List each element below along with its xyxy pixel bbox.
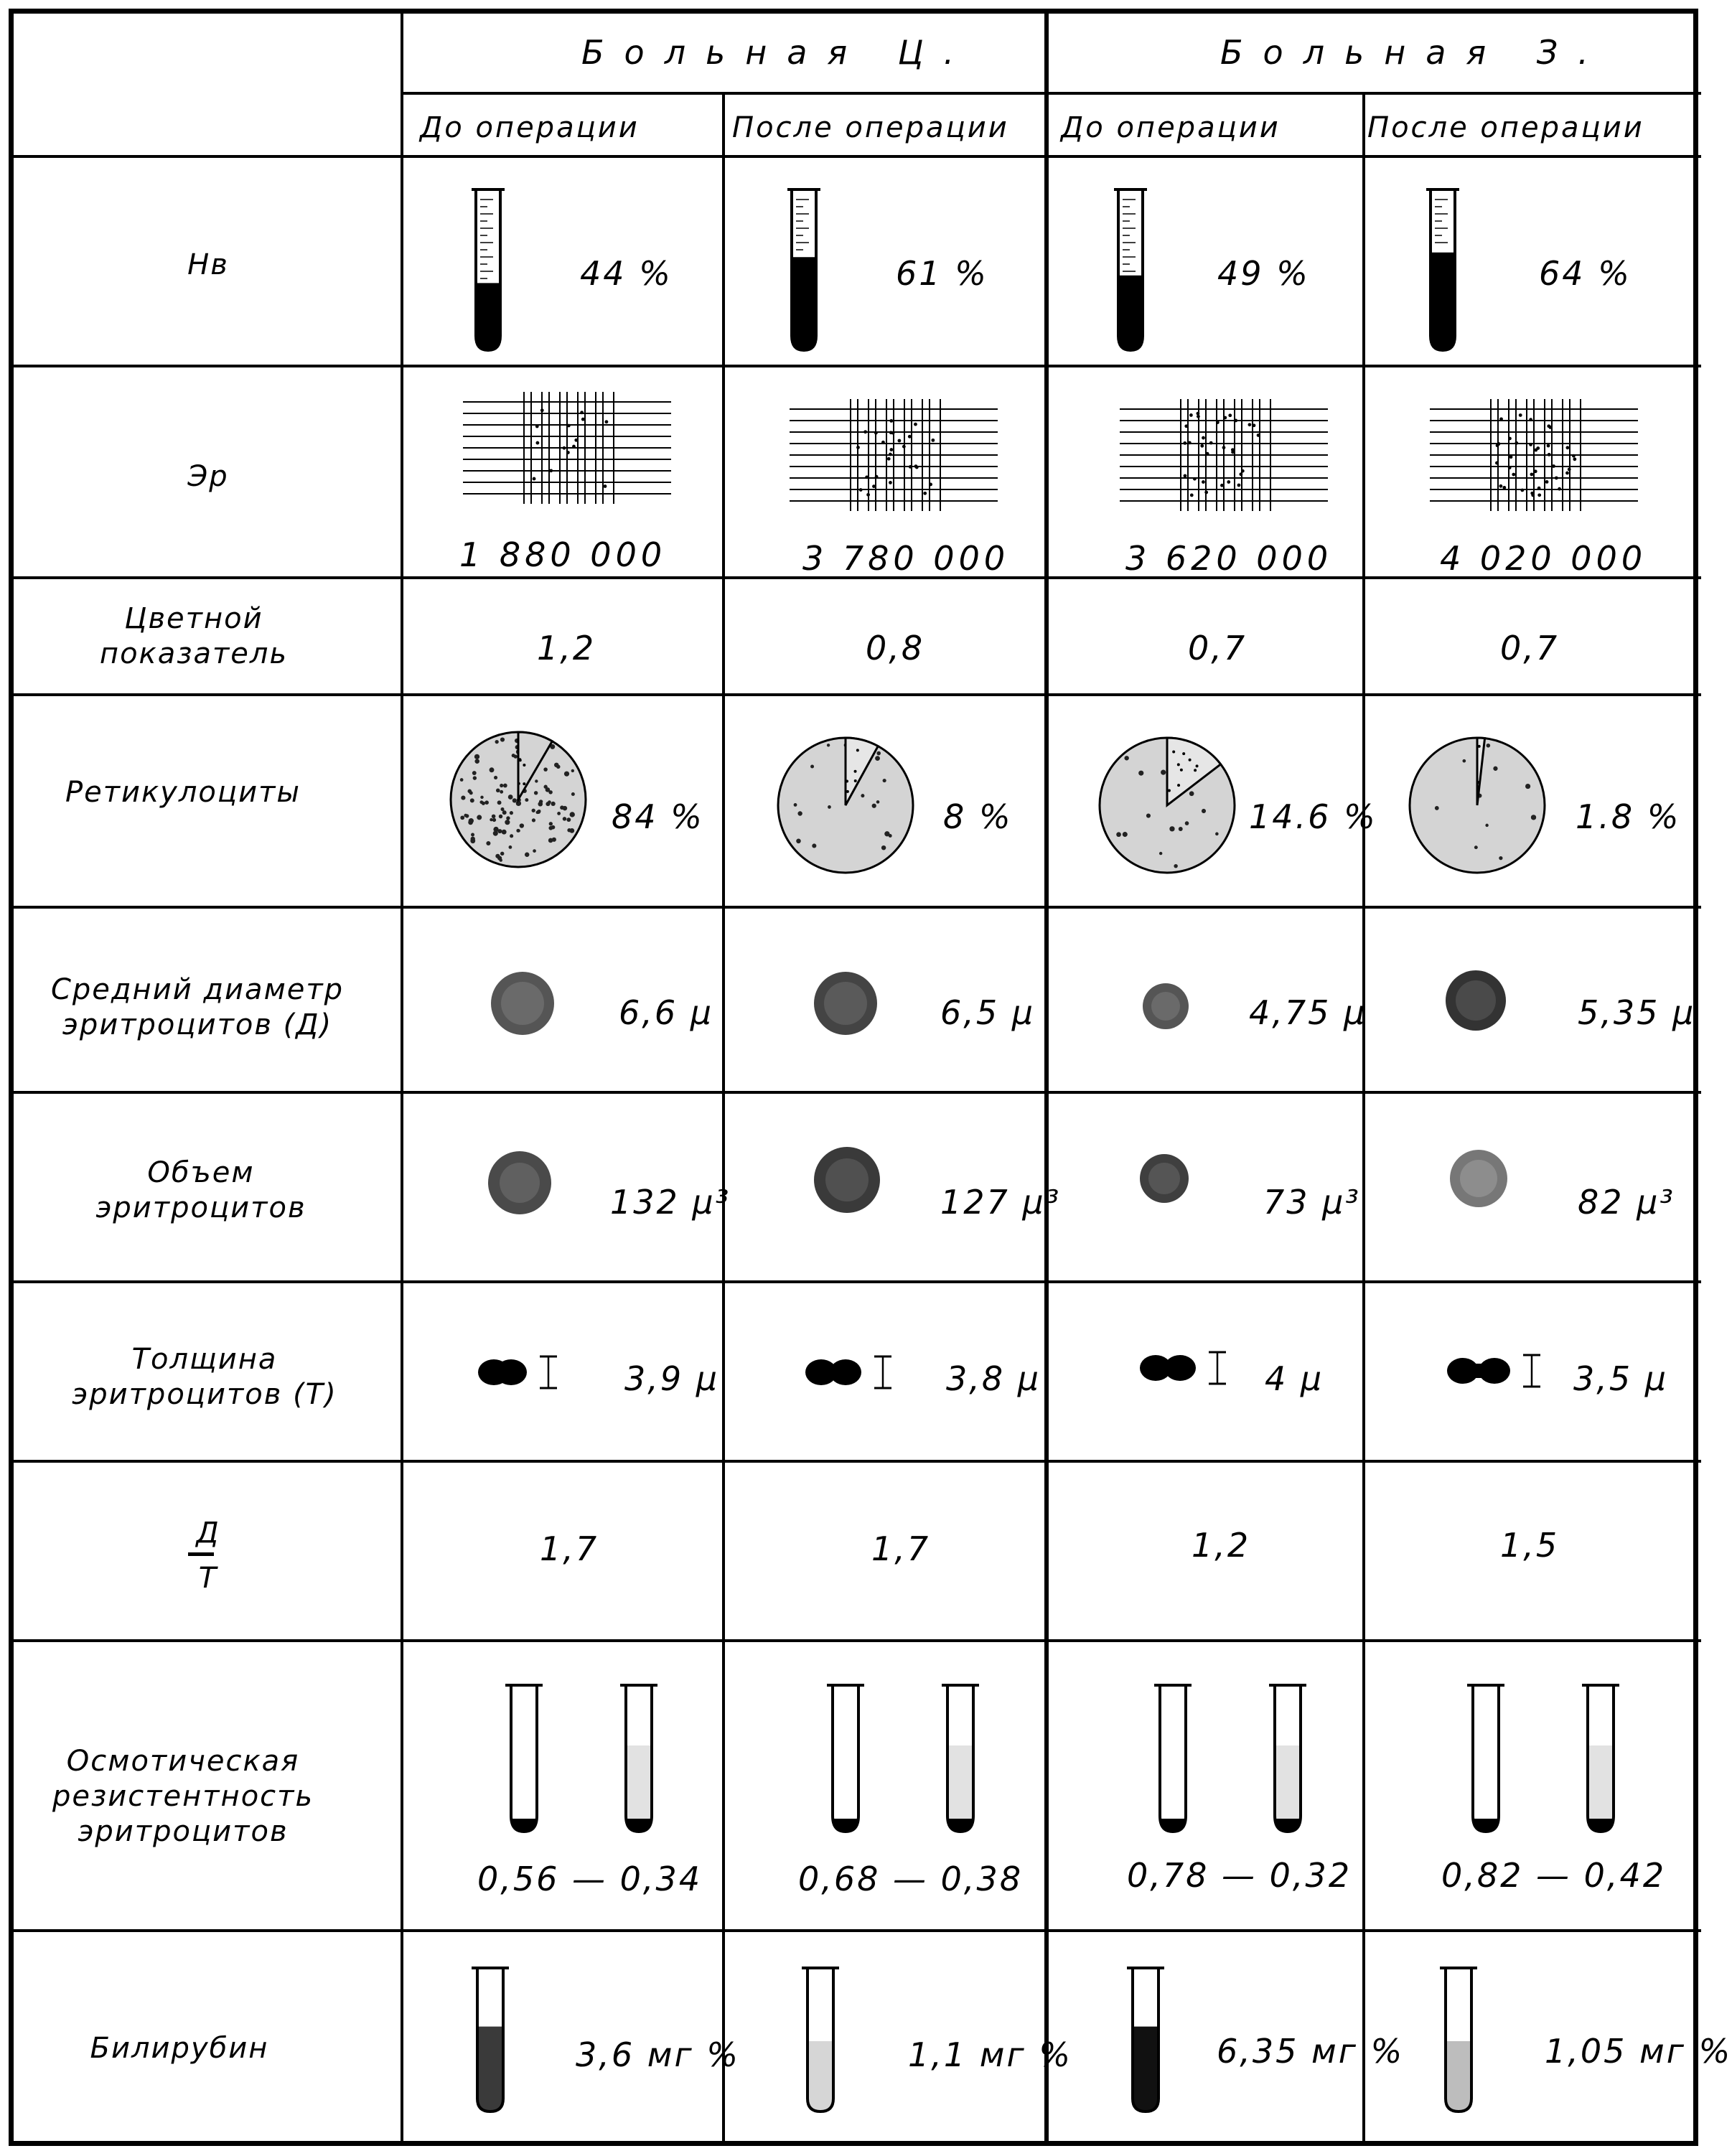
osm-b — [942, 1685, 979, 1832]
volume-value-3: 73 μ³ — [1263, 1183, 1361, 1222]
hb-value-2: 61 % — [896, 254, 988, 293]
er-grid-4 — [1430, 399, 1638, 511]
erythrocyte-icon — [1141, 982, 1192, 1032]
col-before-2: До операции — [1061, 111, 1281, 144]
erythrocyte-icon — [1444, 969, 1509, 1034]
col-after-1: После операции — [732, 111, 1009, 144]
retic-value-1: 84 % — [612, 797, 704, 836]
fraction-bar-icon — [188, 1552, 214, 1557]
row-label-ratio-bottom: Т — [198, 1562, 218, 1595]
erythrocyte-profile-icon — [1446, 1349, 1560, 1392]
bili-4 — [1440, 1968, 1477, 2112]
osmotic-tube-icon — [1266, 1681, 1309, 1839]
col-before-1: До операции — [420, 111, 640, 144]
osmotic-value-2: 0,68 — 0,38 — [798, 1860, 1024, 1898]
osm-b — [1269, 1685, 1306, 1832]
thick-4 — [1447, 1355, 1540, 1387]
er-grid-icon — [1430, 399, 1638, 514]
bilirubin-tube-icon — [1125, 1964, 1166, 2114]
ratio-value-1: 1,7 — [540, 1529, 599, 1568]
retic-pie-icon — [1097, 735, 1237, 876]
hb-tube-icon — [470, 184, 506, 353]
thickness-value-3: 4 μ — [1265, 1359, 1324, 1398]
color-index-value-1: 1,2 — [537, 629, 596, 667]
thick-1 — [478, 1356, 557, 1388]
erythrocyte-icon — [1448, 1148, 1510, 1210]
osmotic-tube-icon — [939, 1681, 982, 1839]
diameter-value-3: 4,75 μ — [1249, 993, 1367, 1032]
osmotic-tube-icon — [1151, 1681, 1194, 1839]
retic-pie-1 — [451, 732, 586, 867]
thick-3 — [1140, 1352, 1226, 1384]
bilirubin-value-4: 1,05 мг % — [1545, 2032, 1732, 2071]
ratio-value-2: 1,7 — [871, 1529, 931, 1568]
hb-tube-1 — [472, 189, 505, 350]
row-label-osmotic: Осмотическая резистентность эритроцитов — [52, 1745, 314, 1848]
er-value-1: 1 880 000 — [459, 535, 667, 574]
row-label-ratio-top: Д — [196, 1517, 220, 1550]
row-label-er: Эр — [187, 460, 229, 493]
osm-a — [1154, 1685, 1192, 1832]
row-label-retic: Ретикулоциты — [65, 776, 301, 809]
erythrocyte-icon — [813, 1145, 884, 1217]
osm-a — [1467, 1685, 1504, 1832]
row-label-volume: Объем эритроцитов — [95, 1156, 306, 1224]
bilirubin-tube-icon — [800, 1964, 841, 2114]
retic-value-2: 8 % — [943, 797, 1013, 836]
osm-b — [620, 1685, 657, 1832]
bilirubin-tube-icon — [470, 1964, 510, 2114]
diameter-value-4: 5,35 μ — [1578, 993, 1696, 1032]
row-label-diameter: Средний диаметр эритроцитов (Д) — [50, 973, 345, 1041]
hb-tube-icon — [1113, 184, 1148, 353]
er-value-2: 3 780 000 — [802, 539, 1010, 578]
retic-pie-4 — [1410, 738, 1545, 873]
osmotic-tube-icon — [1579, 1681, 1622, 1839]
retic-value-4: 1.8 % — [1576, 797, 1681, 836]
er-grid-icon — [790, 399, 998, 514]
hb-tube-icon — [1425, 184, 1461, 353]
color-index-value-3: 0,7 — [1188, 629, 1247, 667]
diameter-value-1: 6,6 μ — [619, 993, 714, 1032]
osmotic-tube-icon — [502, 1681, 546, 1839]
thickness-value-1: 3,9 μ — [624, 1359, 720, 1398]
patient-2-header: Больная З. — [1220, 33, 1609, 72]
bili-2 — [802, 1968, 839, 2112]
osm-a — [505, 1685, 543, 1832]
osmotic-tube-icon — [617, 1681, 660, 1839]
er-grid-icon — [1120, 399, 1328, 514]
thick-2 — [805, 1356, 891, 1388]
bilirubin-value-1: 3,6 мг % — [576, 2035, 740, 2074]
hb-tube-4 — [1426, 189, 1459, 350]
bili-3 — [1127, 1968, 1164, 2112]
row-label-thickness: Толщина эритроцитов (Т) — [72, 1343, 337, 1411]
retic-value-3: 14.6 % — [1249, 797, 1377, 836]
row-label-hb: Нв — [187, 248, 229, 281]
osmotic-value-4: 0,82 — 0,42 — [1441, 1856, 1667, 1895]
retic-pie-2 — [778, 738, 913, 873]
osmotic-tube-icon — [824, 1681, 867, 1839]
patient-1-header: Больная Ц. — [581, 33, 975, 72]
er-value-3: 3 620 000 — [1125, 539, 1333, 578]
retic-pie-icon — [775, 735, 916, 876]
diameter-value-2: 6,5 μ — [940, 993, 1036, 1032]
hb-value-1: 44 % — [580, 254, 673, 293]
osm-a — [827, 1685, 864, 1832]
volume-value-2: 127 μ³ — [940, 1183, 1062, 1222]
erythrocyte-profile-icon — [804, 1351, 919, 1394]
bilirubin-value-2: 1,1 мг % — [908, 2035, 1072, 2074]
osmotic-tube-icon — [1464, 1681, 1507, 1839]
color-index-value-4: 0,7 — [1500, 629, 1560, 667]
volume-value-4: 82 μ³ — [1578, 1183, 1675, 1222]
volume-value-1: 132 μ³ — [610, 1183, 731, 1222]
er-grid-1 — [463, 392, 671, 504]
bili-1 — [472, 1968, 509, 2112]
osmotic-value-3: 0,78 — 0,32 — [1127, 1856, 1352, 1895]
er-grid-3 — [1120, 399, 1328, 511]
hb-tube-2 — [787, 189, 820, 350]
thickness-value-2: 3,8 μ — [946, 1359, 1041, 1398]
er-grid-icon — [463, 392, 671, 507]
retic-pie-icon — [1407, 735, 1548, 876]
erythrocyte-icon — [1138, 1153, 1192, 1206]
retic-pie-3 — [1100, 738, 1235, 873]
erythrocyte-icon — [487, 1150, 556, 1219]
col-after-2: После операции — [1367, 111, 1644, 144]
bilirubin-tube-icon — [1438, 1964, 1479, 2114]
ratio-value-4: 1,5 — [1500, 1526, 1560, 1565]
erythrocyte-icon — [813, 970, 881, 1039]
color-index-value-2: 0,8 — [866, 629, 925, 667]
thickness-value-4: 3,5 μ — [1573, 1359, 1669, 1398]
erythrocyte-profile-icon — [477, 1351, 584, 1394]
hb-value-4: 64 % — [1539, 254, 1632, 293]
ratio-value-3: 1,2 — [1192, 1526, 1251, 1565]
hb-tube-icon — [786, 184, 822, 353]
erythrocyte-profile-icon — [1138, 1346, 1253, 1389]
bilirubin-value-3: 6,35 мг % — [1217, 2032, 1405, 2071]
row-label-bilirubin: Билирубин — [90, 2032, 269, 2065]
er-grid-2 — [790, 399, 998, 511]
osmotic-value-1: 0,56 — 0,34 — [477, 1860, 703, 1898]
hb-tube-3 — [1114, 189, 1147, 350]
row-label-color-index: Цветной показатель — [99, 602, 289, 670]
osm-b — [1582, 1685, 1619, 1832]
erythrocyte-icon — [490, 970, 558, 1039]
hb-value-3: 49 % — [1217, 254, 1310, 293]
retic-pie-icon — [448, 729, 589, 870]
er-value-4: 4 020 000 — [1440, 539, 1647, 578]
